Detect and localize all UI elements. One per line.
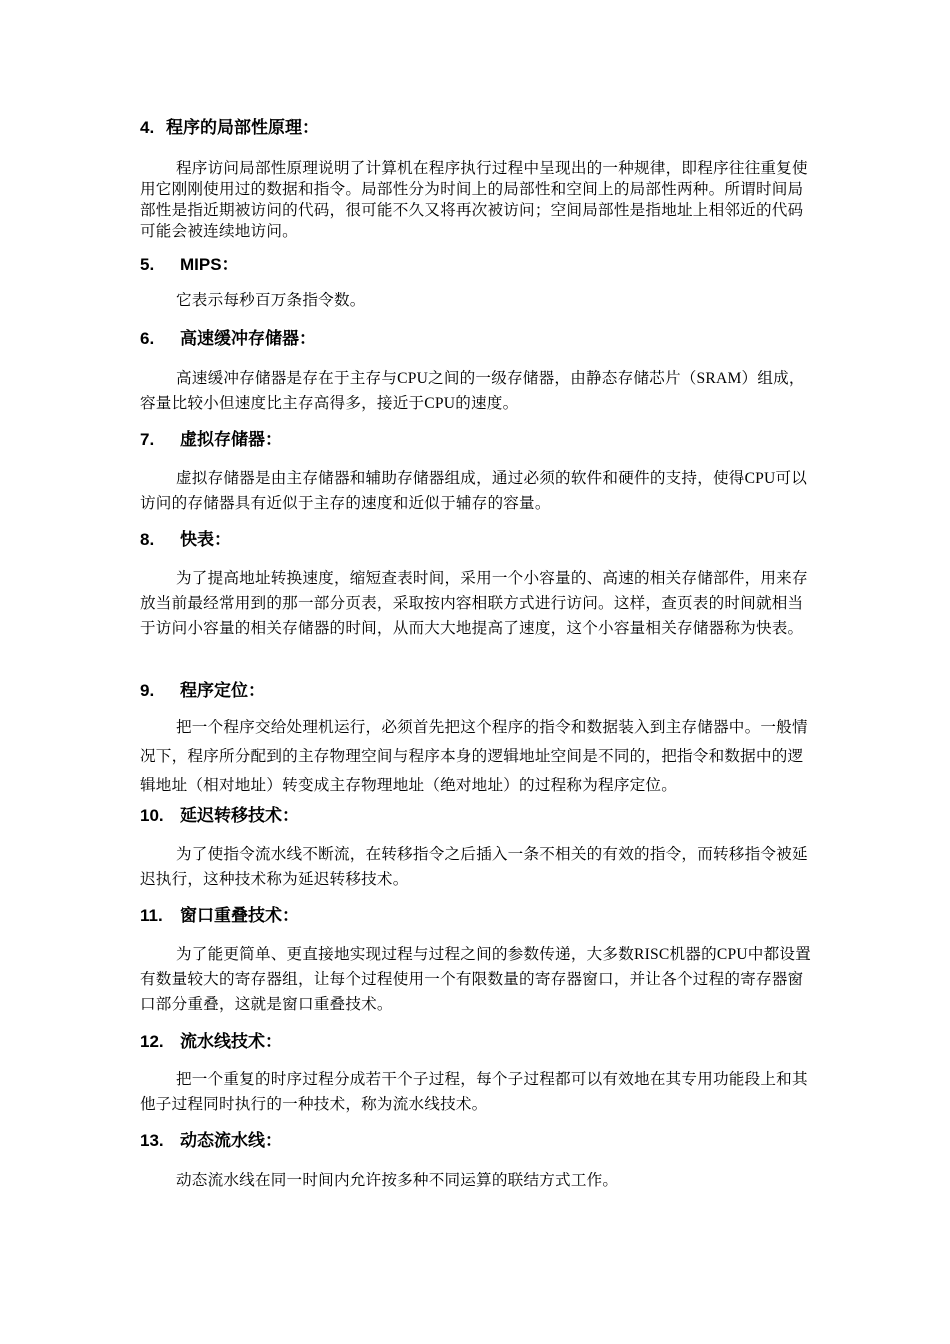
section-title: MIPS：	[180, 255, 239, 274]
section-title: 流水线技术：	[180, 1032, 282, 1051]
section-body: 为了提高地址转换速度，缩短查表时间，采用一个小容量的、高速的相关存储部件，用来存放当前最经常用到的那一部分页表，采取按内容相联方式进行访问。这样，查页表的时间就相当于访问小容量的相关存储器的时间，从而大大地提高了速度，这个小容量相关存储器称为快表。	[140, 570, 808, 637]
section-heading	[140, 1131, 282, 1151]
section-heading	[140, 681, 265, 701]
section-heading	[140, 906, 299, 926]
section-title: 高速缓冲存储器：	[180, 329, 316, 348]
section-body: 为了能更简单、更直接地实现过程与过程之间的参数传递，大多数RISC机器的CPU中都设置有数量较大的寄存器组，让每个过程使用一个有限数量的寄存器窗口，并让各个过程的寄存器窗口部分重叠，这就是窗口重叠技术。	[140, 946, 811, 1013]
section-title: 快表：	[180, 530, 231, 549]
section-body: 虚拟存储器是由主存储器和辅助存储器组成，通过必须的软件和硬件的支持，使得CPU可以访问的存储器具有近似于主存的速度和近似于辅存的容量。	[140, 470, 808, 512]
section-body: 程序访问局部性原理说明了计算机在程序执行过程中呈现出的一种规律，即程序往往重复使用它刚刚使用过的数据和指令。局部性分为时间上的局部性和空间上的局部性两种。所谓时间局部性是指近期被访问的代码，很可能不久又将再次被访问；空间局部性是指地址上相邻近的代码可能会被连续地访问。	[140, 160, 808, 240]
section-title: 程序的局部性原理：	[166, 118, 319, 137]
section-number: 12.	[140, 1032, 164, 1051]
section-number: 5.	[140, 255, 155, 274]
section-heading	[140, 329, 316, 349]
section-title: 程序定位：	[180, 681, 265, 700]
section-body: 动态流水线在同一时间内允许按多种不同运算的联结方式工作。	[176, 1172, 619, 1189]
section-number: 4.	[140, 118, 155, 137]
section-heading	[140, 1032, 282, 1052]
section-number: 8.	[140, 530, 155, 549]
section-body: 高速缓冲存储器是存在于主存与CPU之间的一级存储器，由静态存储芯片（SRAM）组成，容量比较小但速度比主存高得多，接近于CPU的速度。	[140, 370, 805, 412]
section-number: 11.	[140, 906, 163, 925]
section-body: 把一个程序交给处理机运行，必须首先把这个程序的指令和数据装入到主存储器中。一般情况下，程序所分配到的主存物理空间与程序本身的逻辑地址空间是不同的，把指令和数据中的逻辑地址（相对地址）转变成主存物理地址（绝对地址）的过程称为程序定位。	[140, 719, 808, 794]
section-title: 窗口重叠技术：	[180, 906, 299, 925]
section-title: 动态流水线：	[180, 1131, 282, 1150]
section-number: 6.	[140, 329, 155, 348]
section-title: 虚拟存储器：	[180, 430, 282, 449]
section-number: 10.	[140, 806, 164, 825]
section-body: 它表示每秒百万条指令数。	[176, 292, 366, 309]
section-heading	[140, 118, 319, 138]
section-body: 为了使指令流水线不断流，在转移指令之后插入一条不相关的有效的指令，而转移指令被延迟执行，这种技术称为延迟转移技术。	[140, 846, 808, 888]
section-title: 延迟转移技术：	[180, 806, 299, 825]
section-heading	[140, 530, 231, 550]
section-number: 13.	[140, 1131, 164, 1150]
section-heading	[140, 255, 239, 275]
section-body: 把一个重复的时序过程分成若干个子过程，每个子过程都可以有效地在其专用功能段上和其他子过程同时执行的一种技术，称为流水线技术。	[140, 1071, 808, 1113]
section-number: 7.	[140, 430, 155, 449]
section-number: 9.	[140, 681, 155, 700]
section-heading	[140, 430, 282, 450]
section-heading	[140, 806, 299, 826]
